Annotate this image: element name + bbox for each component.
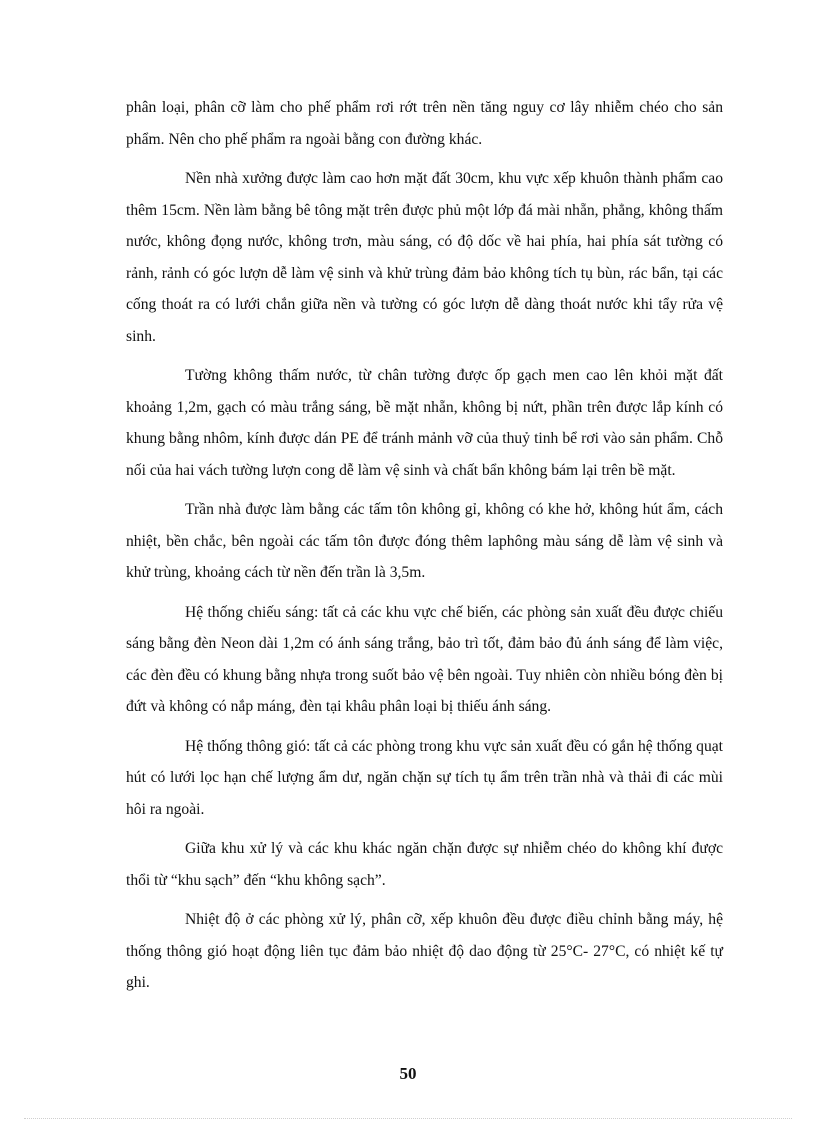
paragraph-temperature: Nhiệt độ ở các phòng xử lý, phân cỡ, xếp khuôn đều được điều chỉnh bằng máy, hệ thống thông gió hoạt động liên tục đảm bảo nhiệt độ dao động từ 25°C- 27°C, có nhiệt kế tự ghi.: [126, 911, 723, 991]
paragraph-walls: Tường không thấm nước, từ chân tường được ốp gạch men cao lên khỏi mặt đất khoảng 1,2m, gạch có màu trắng sáng, bề mặt nhẵn, không bị nứt, phần trên được lắp kính có khung bằng nhôm, kính được dán PE để tránh mảnh vỡ của thuỷ tinh bể rơi vào sản phẩm. Chỗ nối của hai vách tường lượn cong dễ làm vệ sinh và chất bẩn không bám lại trên bề mặt.: [126, 367, 723, 479]
paragraph-ventilation: Hệ thống thông gió: tất cả các phòng trong khu vực sản xuất đều có gắn hệ thống quạt hút có lưới lọc hạn chế lượng ẩm dư, ngăn chặn sự tích tụ ẩm trên trần nhà và thải đi các mùi hôi ra ngoài.: [126, 737, 723, 818]
paragraph-ceiling: Trần nhà được làm bằng các tấm tôn không gỉ, không có khe hở, không hút ẩm, cách nhiệt, bền chắc, bên ngoài các tấm tôn được đóng thêm laphông màu sáng dễ làm vệ sinh và khử trùng, khoảng cách từ nền đến trần là 3,5m.: [126, 501, 723, 581]
bottom-divider: [24, 1118, 792, 1119]
page-number: 50: [399, 1064, 417, 1083]
paragraph-continued: phân loại, phân cỡ làm cho phế phẩm rơi rớt trên nền tăng nguy cơ lây nhiễm chéo cho sản phẩm. Nên cho phế phẩm ra ngoài bằng con đường khác.: [126, 99, 723, 148]
paragraph-cross-contamination: Giữa khu xử lý và các khu khác ngăn chặn được sự nhiễm chéo do không khí được thổi từ “khu sạch” đến “khu không sạch”.: [126, 840, 723, 889]
paragraph-lighting: Hệ thống chiếu sáng: tất cả các khu vực chế biến, các phòng sản xuất đều được chiếu sáng bằng đèn Neon dài 1,2m có ánh sáng trắng, bảo trì tốt, đảm bảo đủ ánh sáng để làm việc, các đèn đều có khung bằng nhựa trong suốt bảo vệ bên ngoài. Tuy nhiên còn nhiều bóng đèn bị đứt và không có nắp máng, đèn tại khâu phân loại bị thiếu ánh sáng.: [126, 603, 723, 715]
body-text: [126, 92, 723, 1007]
paragraph-floor: Nền nhà xưởng được làm cao hơn mặt đất 30cm, khu vực xếp khuôn thành phẩm cao thêm 15cm. Nền làm bằng bê tông mặt trên được phủ một lớp đá mài nhẵn, phẳng, không thấm nước, không đọng nước, không trơn, màu sáng, có độ dốc về hai phía, hai phía sát tường có rảnh, rảnh có góc lượn dễ làm vệ sinh và khử trùng đảm bảo không tích tụ bùn, rác bẩn, tại các cống thoát ra có lưới chắn giữa nền và tường có góc lượn dễ dàng thoát nước khi tẩy rửa vệ sinh.: [126, 170, 723, 345]
